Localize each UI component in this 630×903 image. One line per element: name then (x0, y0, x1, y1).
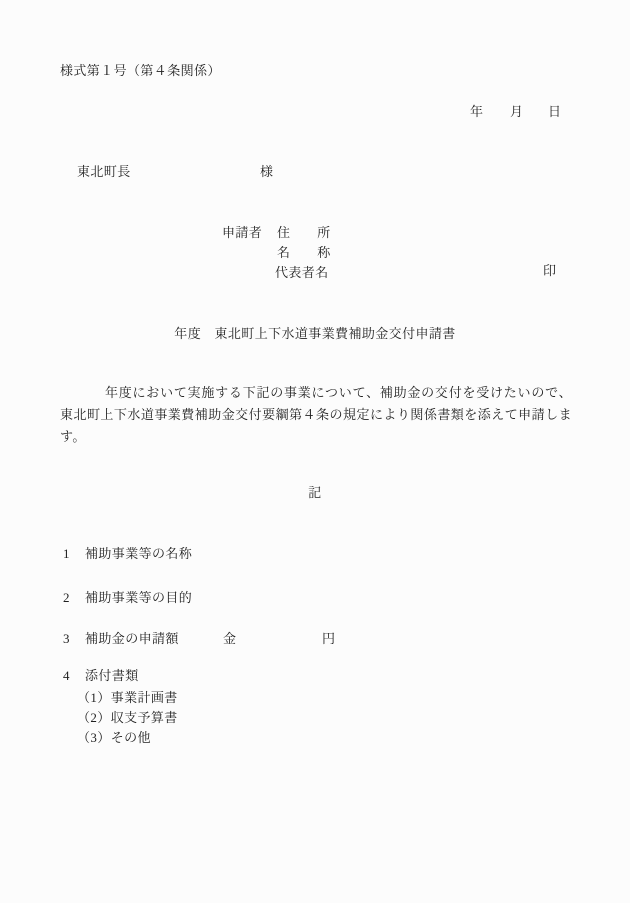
applicant-label: 申請者 (222, 225, 263, 240)
date-month-label: 月 (510, 104, 524, 119)
applicant-name-label: 名 称 (277, 245, 331, 260)
addressee-name: 東北町長 (77, 164, 131, 179)
attachment-item: （1）事業計画書 (77, 690, 178, 705)
seal-mark: 印 (543, 263, 557, 278)
item-number: 4 (63, 668, 70, 683)
item-number: 3 (63, 631, 70, 646)
item-label: 添付書類 (85, 668, 139, 683)
attachment-item: （2）収支予算書 (77, 710, 178, 725)
amount-yen-label: 円 (322, 631, 336, 646)
item-label: 補助事業等の目的 (85, 590, 193, 605)
applicant-representative-label: 代表者名 (275, 265, 329, 280)
item-number: 2 (63, 590, 70, 605)
attachment-item: （3）その他 (77, 730, 151, 745)
body-paragraph: 年度において実施する下記の事業について、補助金の交付を受けたいので、東北町上下水道事業費補助金交付要綱第４条の規定により関係書類を添えて申請します。 (60, 385, 572, 444)
item-label: 補助金の申請額 (85, 631, 179, 646)
item-label: 補助事業等の名称 (85, 546, 193, 561)
document-title: 年度 東北町上下水道事業費補助金交付申請書 (174, 326, 456, 341)
form-number: 様式第１号（第４条関係） (60, 63, 221, 78)
addressee-honorific: 様 (260, 164, 274, 179)
applicant-address-label: 住 所 (277, 225, 331, 240)
middle-heading: 記 (308, 485, 322, 500)
date-day-label: 日 (548, 104, 562, 119)
amount-kin-label: 金 (223, 631, 237, 646)
date-year-label: 年 (470, 104, 484, 119)
item-number: 1 (63, 546, 70, 561)
